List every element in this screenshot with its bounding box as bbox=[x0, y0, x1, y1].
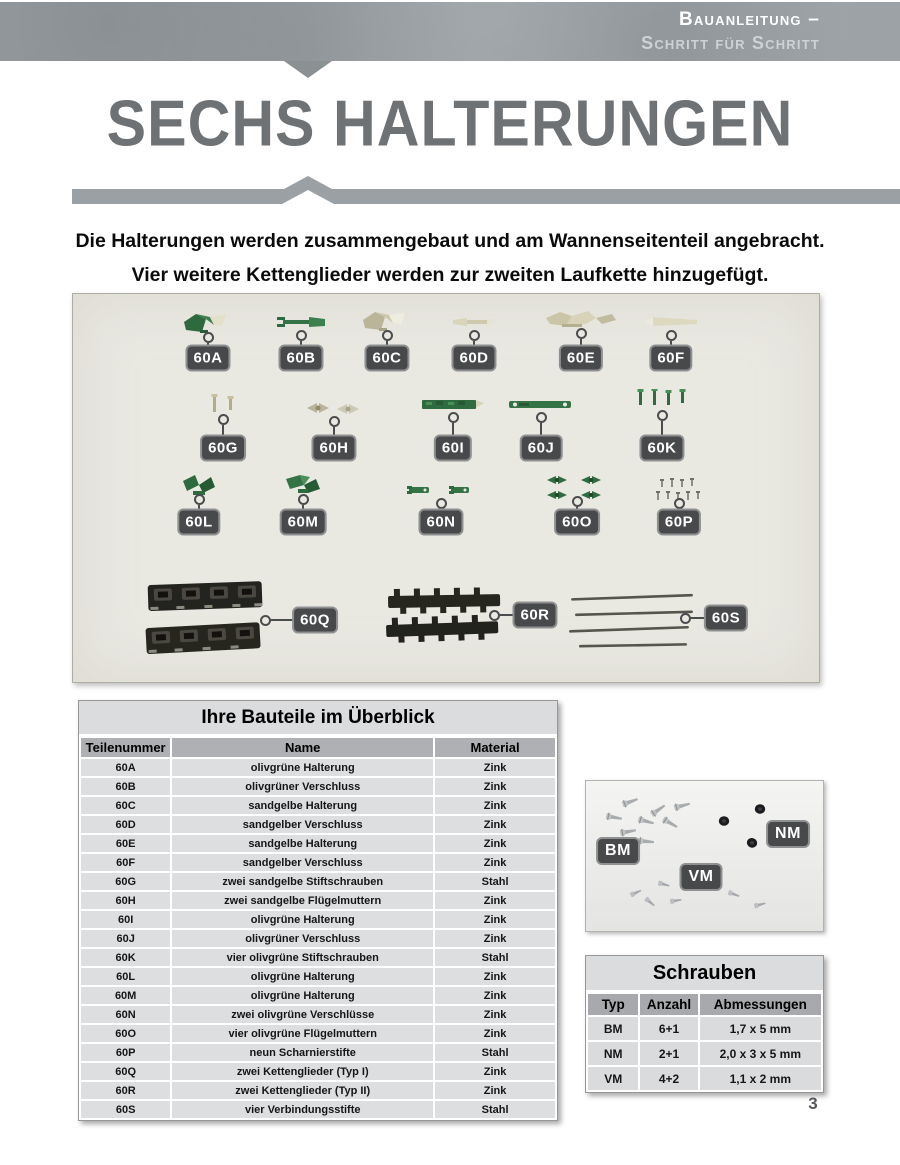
parts-table-cell: Zink bbox=[435, 778, 555, 795]
leader-ring bbox=[680, 613, 691, 624]
parts-table-cell: sandgelber Verschluss bbox=[172, 816, 433, 833]
leader-ring bbox=[194, 494, 205, 505]
parts-table-row bbox=[81, 1101, 555, 1118]
page-title: SECHS HALTERUNGEN bbox=[106, 87, 794, 160]
parts-table-cell: 60A bbox=[81, 759, 170, 776]
parts-table-cell: 60C bbox=[81, 797, 170, 814]
screws-table-cell: 1,1 x 2 mm bbox=[700, 1067, 821, 1090]
parts-table-row bbox=[81, 759, 555, 776]
parts-table-row bbox=[81, 949, 555, 966]
page-number: 3 bbox=[808, 1094, 818, 1113]
leader-ring bbox=[576, 328, 587, 339]
leader-line bbox=[690, 617, 704, 619]
screws-photo bbox=[585, 780, 824, 932]
screws-table-cell: BM bbox=[588, 1017, 638, 1040]
parts-table-cell: zwei olivgrüne Verschlüsse bbox=[172, 1006, 433, 1023]
part-tag-60S: 60S bbox=[704, 605, 748, 632]
parts-table-cell: olivgrüne Halterung bbox=[172, 987, 433, 1004]
parts-table-column-header: Material bbox=[435, 738, 555, 757]
parts-table-row bbox=[81, 1063, 555, 1080]
parts-table-cell: olivgrüner Verschluss bbox=[172, 930, 433, 947]
parts-table-cell: 60L bbox=[81, 968, 170, 985]
parts-table-cell: Zink bbox=[435, 892, 555, 909]
part-tag-60H: 60H bbox=[311, 435, 356, 462]
parts-table-cell: Stahl bbox=[435, 1044, 555, 1061]
parts-table-row bbox=[81, 778, 555, 795]
silver-screw-icon bbox=[638, 836, 657, 847]
intro-line1: Die Halterungen werden zusammengebaut und am Wannenseitenteil angebracht. bbox=[75, 230, 825, 252]
leader-ring bbox=[469, 330, 480, 341]
olive-clasp-bar-icon bbox=[505, 397, 577, 411]
sand-bar-icon bbox=[639, 314, 703, 330]
part-tag-60J: 60J bbox=[520, 435, 563, 462]
part-tag-60K: 60K bbox=[639, 435, 684, 462]
parts-table bbox=[78, 700, 558, 1121]
intro-text bbox=[0, 224, 900, 292]
screws-table-header-row bbox=[588, 994, 821, 1015]
parts-table-row bbox=[81, 930, 555, 947]
parts-table-row bbox=[81, 892, 555, 909]
parts-table-cell: 60J bbox=[81, 930, 170, 947]
part-tag-60P: 60P bbox=[657, 509, 701, 536]
parts-table-cell: Zink bbox=[435, 911, 555, 928]
silver-screw-icon bbox=[605, 812, 624, 824]
leader-ring bbox=[298, 494, 309, 505]
parts-table-cell: 60I bbox=[81, 911, 170, 928]
screws-table-cell: VM bbox=[588, 1067, 638, 1090]
parts-table-row bbox=[81, 1006, 555, 1023]
leader-ring bbox=[448, 412, 459, 423]
part-tag-60B: 60B bbox=[278, 345, 323, 372]
screws-table-cell: 1,7 x 5 mm bbox=[700, 1017, 821, 1040]
parts-table-cell: 60M bbox=[81, 987, 170, 1004]
screws-table-row bbox=[588, 1017, 821, 1040]
part-tag-60L: 60L bbox=[177, 509, 220, 536]
intro-line2: Vier weitere Kettenglieder werden zur zweiten Laufkette hinzugefügt. bbox=[131, 264, 769, 287]
silver-screw-icon bbox=[661, 815, 681, 832]
part-tag-60F: 60F bbox=[649, 345, 692, 372]
header-banner bbox=[0, 2, 900, 61]
screw-tag-NM: NM bbox=[766, 820, 810, 848]
leader-ring bbox=[436, 498, 447, 509]
leader-ring bbox=[329, 416, 340, 427]
leader-ring bbox=[260, 615, 271, 626]
parts-table-cell: 60O bbox=[81, 1025, 170, 1042]
screws-table-cell: 6+1 bbox=[640, 1017, 697, 1040]
black-screw-icon bbox=[744, 835, 760, 851]
parts-table-row bbox=[81, 987, 555, 1004]
screws-table bbox=[585, 955, 824, 1093]
leader-ring bbox=[536, 412, 547, 423]
parts-table-column-header: Teilenummer bbox=[81, 738, 170, 757]
olive-clasps-2-icon bbox=[405, 482, 477, 498]
parts-table-cell: Zink bbox=[435, 1082, 555, 1099]
parts-table-cell: Zink bbox=[435, 854, 555, 871]
parts-table-cell: zwei Kettenglieder (Typ I) bbox=[172, 1063, 433, 1080]
parts-table-column-header: Name bbox=[172, 738, 433, 757]
screws-table-column-header: Typ bbox=[588, 994, 638, 1015]
parts-table-cell: vier Verbindungsstifte bbox=[172, 1101, 433, 1118]
parts-table-cell: olivgrüne Halterung bbox=[172, 968, 433, 985]
header-line1: Bauanleitung – bbox=[679, 9, 820, 30]
part-tag-60C: 60C bbox=[364, 345, 409, 372]
leader-line bbox=[270, 619, 293, 621]
part-tag-60M: 60M bbox=[280, 509, 327, 536]
parts-table-grid bbox=[79, 736, 557, 1120]
parts-table-cell: olivgrüne Halterung bbox=[172, 911, 433, 928]
part-tag-60G: 60G bbox=[200, 435, 246, 462]
parts-table-cell: zwei sandgelbe Stiftschrauben bbox=[172, 873, 433, 890]
silver-screw-icon bbox=[673, 799, 693, 812]
small-silver-screw-icon bbox=[643, 896, 657, 910]
parts-table-cell: olivgrüner Verschluss bbox=[172, 778, 433, 795]
screw-tag-VM: VM bbox=[680, 863, 723, 891]
parts-table-cell: 60P bbox=[81, 1044, 170, 1061]
parts-table-header-row bbox=[81, 738, 555, 757]
track-links-1-icon bbox=[144, 577, 270, 659]
parts-table-row bbox=[81, 1082, 555, 1099]
screws-table-cell: NM bbox=[588, 1042, 638, 1065]
parts-table-row bbox=[81, 1044, 555, 1061]
parts-table-cell: sandgelbe Halterung bbox=[172, 797, 433, 814]
parts-photo bbox=[72, 293, 820, 683]
parts-table-cell: Zink bbox=[435, 930, 555, 947]
screws-table-title: Schrauben bbox=[586, 956, 823, 992]
parts-table-row bbox=[81, 873, 555, 890]
part-tag-60O: 60O bbox=[554, 509, 600, 536]
small-silver-screw-icon bbox=[629, 887, 644, 899]
part-tag-60I: 60I bbox=[434, 435, 472, 462]
sand-clasp-icon bbox=[447, 314, 501, 330]
divider-chevron bbox=[72, 176, 900, 204]
leader-ring bbox=[489, 610, 500, 621]
leader-ring bbox=[296, 330, 307, 341]
part-tag-60D: 60D bbox=[451, 345, 496, 372]
parts-table-cell: Zink bbox=[435, 1006, 555, 1023]
parts-table-cell: 60R bbox=[81, 1082, 170, 1099]
parts-table-cell: 60D bbox=[81, 816, 170, 833]
parts-table-row bbox=[81, 797, 555, 814]
small-silver-screw-icon bbox=[753, 899, 767, 909]
parts-table-cell: 60E bbox=[81, 835, 170, 852]
parts-table-cell: Zink bbox=[435, 816, 555, 833]
parts-table-cell: Zink bbox=[435, 1063, 555, 1080]
screws-table-cell: 2,0 x 3 x 5 mm bbox=[700, 1042, 821, 1065]
silver-screw-icon bbox=[621, 794, 641, 809]
parts-table-cell: neun Scharnierstifte bbox=[172, 1044, 433, 1061]
parts-table-cell: sandgelbe Halterung bbox=[172, 835, 433, 852]
header-line2: Schritt für Schritt bbox=[641, 32, 820, 53]
screws-table-cell: 4+2 bbox=[640, 1067, 697, 1090]
black-screw-icon bbox=[718, 815, 731, 827]
screws-table-column-header: Abmessungen bbox=[700, 994, 821, 1015]
olive-bar-icon bbox=[418, 395, 488, 413]
parts-table-row bbox=[81, 968, 555, 985]
parts-table-cell: olivgrüne Halterung bbox=[172, 759, 433, 776]
screws-table-row bbox=[588, 1042, 821, 1065]
header-text bbox=[641, 8, 820, 54]
black-screw-icon bbox=[754, 803, 767, 815]
parts-table-cell: vier olivgrüne Stiftschrauben bbox=[172, 949, 433, 966]
parts-table-cell: zwei sandgelbe Flügelmuttern bbox=[172, 892, 433, 909]
parts-table-cell: 60H bbox=[81, 892, 170, 909]
screws-table-grid bbox=[586, 992, 823, 1092]
screws-table-cell: 2+1 bbox=[640, 1042, 697, 1065]
small-silver-screw-icon bbox=[657, 879, 671, 889]
leader-ring bbox=[382, 330, 393, 341]
parts-table-cell: Zink bbox=[435, 835, 555, 852]
screws-table-column-header: Anzahl bbox=[640, 994, 697, 1015]
parts-table-cell: Zink bbox=[435, 759, 555, 776]
part-tag-60Q: 60Q bbox=[292, 607, 338, 634]
part-tag-60R: 60R bbox=[512, 602, 557, 629]
parts-table-cell: Stahl bbox=[435, 949, 555, 966]
screws-table-row bbox=[588, 1067, 821, 1090]
screw-tag-BM: BM bbox=[596, 837, 640, 865]
parts-table-cell: 60Q bbox=[81, 1063, 170, 1080]
olive-clasp-icon bbox=[271, 313, 331, 331]
parts-table-row bbox=[81, 835, 555, 852]
banner-chevron-icon bbox=[284, 61, 332, 78]
parts-table-cell: 60B bbox=[81, 778, 170, 795]
leader-ring bbox=[218, 414, 229, 425]
silver-screw-icon bbox=[619, 826, 638, 838]
leader-ring bbox=[203, 332, 214, 343]
parts-table-cell: Zink bbox=[435, 797, 555, 814]
small-silver-screw-icon bbox=[669, 896, 683, 905]
parts-table-cell: 60S bbox=[81, 1101, 170, 1118]
parts-table-cell: 60N bbox=[81, 1006, 170, 1023]
parts-table-row bbox=[81, 816, 555, 833]
leader-ring bbox=[572, 496, 583, 507]
parts-table-row bbox=[81, 1025, 555, 1042]
parts-table-row bbox=[81, 854, 555, 871]
parts-table-cell: 60F bbox=[81, 854, 170, 871]
parts-table-cell: vier olivgrüne Flügelmuttern bbox=[172, 1025, 433, 1042]
leader-ring bbox=[674, 498, 685, 509]
parts-table-cell: Zink bbox=[435, 987, 555, 1004]
parts-table-cell: Zink bbox=[435, 968, 555, 985]
parts-table-cell: zwei Kettenglieder (Typ II) bbox=[172, 1082, 433, 1099]
parts-table-cell: 60G bbox=[81, 873, 170, 890]
small-silver-screw-icon bbox=[727, 889, 742, 900]
leader-ring bbox=[666, 330, 677, 341]
leader-line bbox=[499, 614, 513, 616]
part-tag-60E: 60E bbox=[559, 345, 603, 372]
parts-table-cell: 60K bbox=[81, 949, 170, 966]
parts-table-title: Ihre Bauteile im Überblick bbox=[79, 701, 557, 736]
part-tag-60A: 60A bbox=[185, 345, 230, 372]
part-tag-60N: 60N bbox=[418, 509, 463, 536]
parts-table-cell: Zink bbox=[435, 1025, 555, 1042]
parts-table-row bbox=[81, 911, 555, 928]
parts-table-cell: sandgelber Verschluss bbox=[172, 854, 433, 871]
sand-wingnuts-2-icon bbox=[305, 399, 363, 417]
parts-table-cell: Stahl bbox=[435, 873, 555, 890]
leader-ring bbox=[657, 410, 668, 421]
parts-table-cell: Stahl bbox=[435, 1101, 555, 1118]
